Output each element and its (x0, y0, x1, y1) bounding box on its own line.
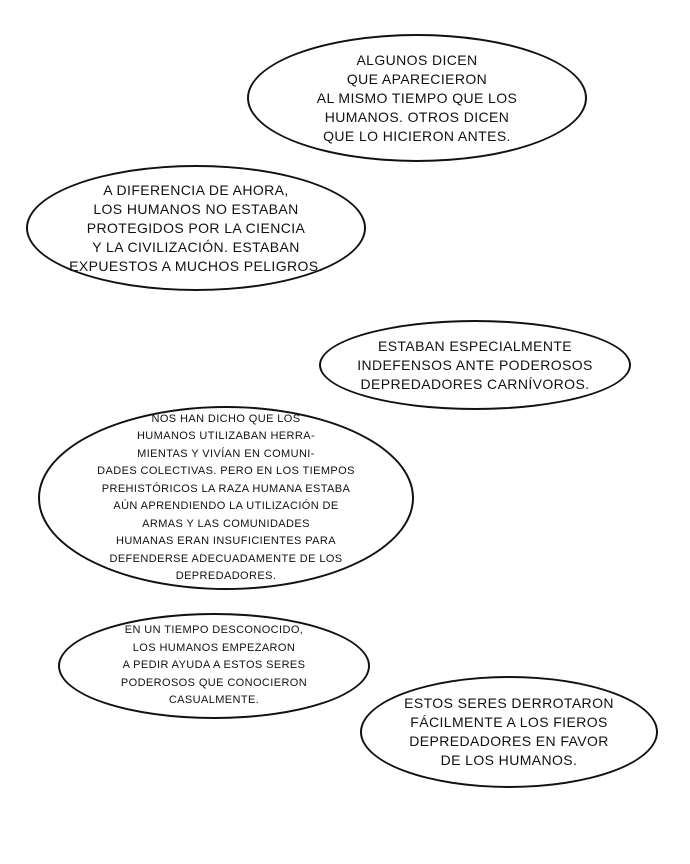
bubble-5-line: EN UN TIEMPO DESCONOCIDO, (124, 624, 304, 637)
bubble-6-line: FÁCILMENTE A LOS FIEROS (410, 714, 608, 730)
bubble-1-line: HUMANOS. OTROS DICEN (324, 108, 510, 125)
bubble-2-line: A DIFERENCIA DE AHORA, (103, 181, 289, 198)
speech-bubble-4 (38, 406, 414, 590)
bubble-4-line: MIENTAS Y VIVÍAN EN COMUNI- (137, 447, 315, 460)
bubble-1-line: AL MISMO TIEMPO QUE LOS (316, 89, 518, 106)
bubble-5-line: CASUALMENTE. (168, 694, 260, 707)
bubble-2-line: LOS HUMANOS NO ESTABAN (93, 200, 299, 217)
bubble-1-line: QUE LO HICIERON ANTES. (323, 127, 511, 144)
speech-bubble-2 (26, 165, 366, 291)
bubble-4-line: NOS HAN DICHO QUE LOS (151, 412, 301, 425)
bubble-6-line: DE LOS HUMANOS. (440, 752, 578, 768)
bubble-2-line: EXPUESTOS A MUCHOS PELIGROS. (69, 257, 323, 274)
bubble-4-line: DEFENDERSE ADECUADAMENTE DE LOS (109, 552, 343, 565)
speech-bubble-6 (360, 676, 658, 788)
bubble-1-line: QUE APARECIERON (346, 70, 488, 87)
bubble-1-line: ALGUNOS DICEN (356, 51, 478, 68)
bubble-4-line: HUMANAS ERAN INSUFICIENTES PARA (115, 535, 336, 547)
bubble-3-line: DEPREDADORES CARNÍVOROS. (360, 375, 590, 392)
bubble-4-line: DEPREDADORES. (175, 570, 277, 582)
speech-bubble-3 (319, 320, 631, 410)
bubble-3-line: ESTABAN ESPECIALMENTE (377, 337, 573, 354)
bubble-5-line: PODEROSOS QUE CONOCIERON (120, 676, 308, 689)
bubble-3-line: INDEFENSOS ANTE PODEROSOS (357, 356, 593, 373)
bubble-5-line: LOS HUMANOS EMPEZARON (132, 641, 296, 654)
bubble-6-line: DEPREDADORES EN FAVOR (409, 733, 609, 749)
bubble-5-line: A PEDIR AYUDA A ESTOS SERES (122, 659, 306, 672)
bubble-4-line: ARMAS Y LAS COMUNIDADES (142, 517, 310, 530)
bubble-4-line: PREHISTÓRICOS LA RAZA HUMANA ESTABA (101, 482, 351, 495)
speech-bubble-1 (247, 34, 587, 162)
bubble-2-line: PROTEGIDOS POR LA CIENCIA (86, 219, 306, 236)
bubble-2-line: Y LA CIVILIZACIÓN. ESTABAN (92, 238, 300, 255)
bubble-4-line: HUMANOS UTILIZABAN HERRA- (136, 430, 316, 442)
bubble-4-line: AÚN APRENDIENDO LA UTILIZACIÓN DE (113, 500, 339, 512)
bubble-4-line: DADES COLECTIVAS. PERO EN LOS TIEMPOS (97, 465, 355, 477)
bubble-6-line: ESTOS SERES DERROTARON (404, 695, 614, 711)
speech-bubble-5 (58, 613, 370, 719)
